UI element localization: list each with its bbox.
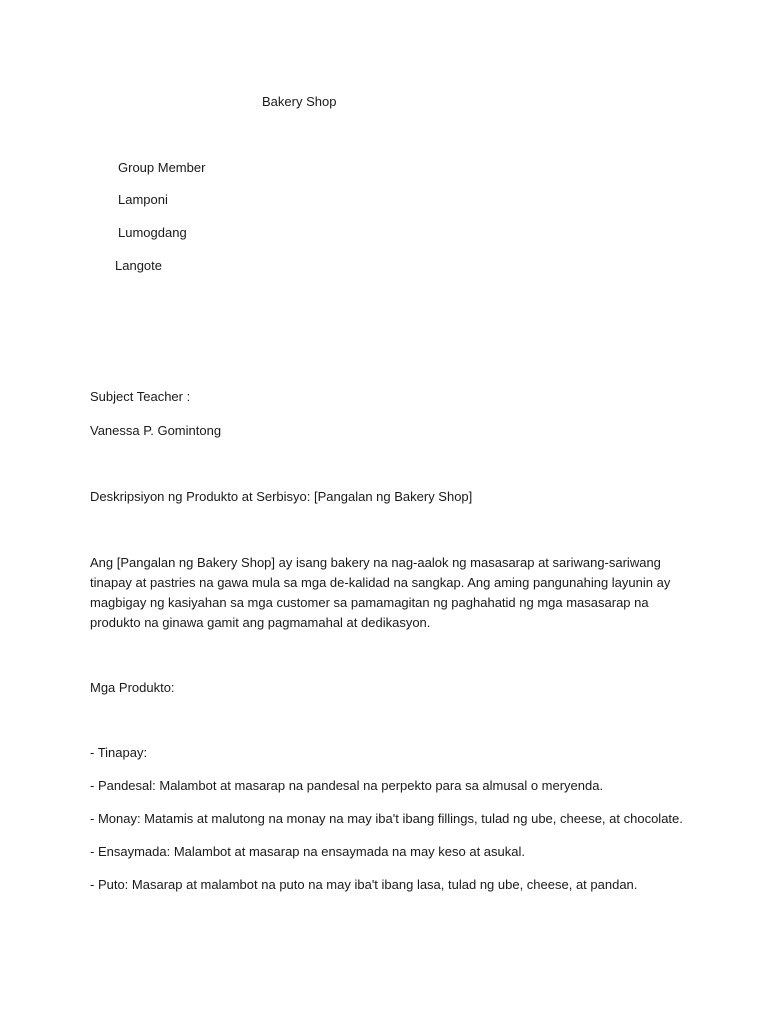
product-list-item: - Monay: Matamis at malutong na monay na may iba't ibang fillings, tulad ng ube, cheese, at chocolate. — [90, 811, 683, 826]
intro-paragraph: Ang [Pangalan ng Bakery Shop] ay isang bakery na nag-aalok ng masasarap at sariwang-sariwang tinapay at pastries na gawa mula sa mga de-kalidad na sangkap. Ang aming pangunahing layunin ay magbigay ng kasiyahan sa mga customer sa pamamagitan ng paghahatid ng mga masasarap na produkto na ginawa gamit ang pagmamahal at dedikasyon. — [90, 555, 671, 630]
teacher-label: Subject Teacher : — [90, 389, 191, 404]
group-member: Lumogdang — [118, 225, 187, 240]
section-heading: Deskripsiyon ng Produkto at Serbisyo: [Pangalan ng Bakery Shop] — [90, 489, 473, 504]
teacher-name: Vanessa P. Gomintong — [90, 423, 222, 438]
products-heading: Mga Produkto: — [90, 680, 175, 695]
group-member: Langote — [115, 258, 162, 273]
product-list-item: - Pandesal: Malambot at masarap na pandesal na perpekto para sa almusal o meryenda. — [90, 778, 604, 793]
product-list-item: - Tinapay: — [90, 745, 148, 760]
group-member: Lamponi — [118, 192, 168, 207]
product-list-item: - Puto: Masarap at malambot na puto na may iba't ibang lasa, tulad ng ube, cheese, at pandan. — [90, 877, 638, 892]
document-title: Bakery Shop — [262, 94, 337, 109]
product-list-item: - Ensaymada: Malambot at masarap na ensaymada na may keso at asukal. — [90, 844, 525, 859]
group-heading: Group Member — [118, 160, 206, 175]
